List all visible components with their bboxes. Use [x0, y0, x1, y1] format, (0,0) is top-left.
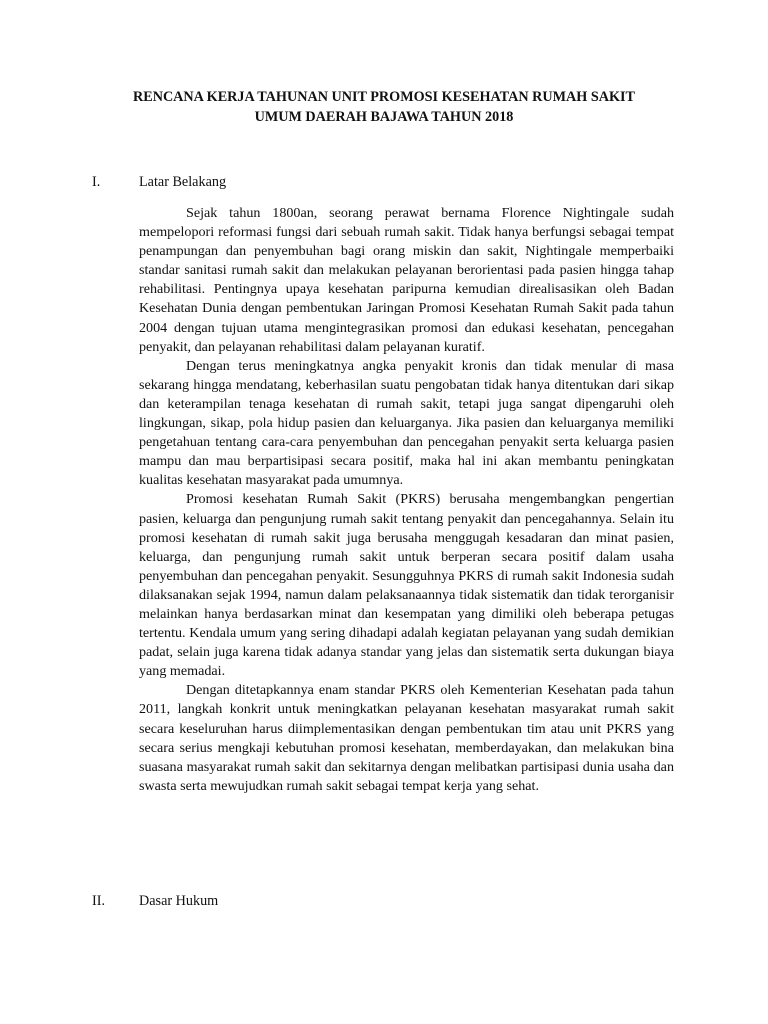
section-number: II. — [92, 893, 105, 909]
paragraph: Dengan ditetapkannya enam standar PKRS oleh Kementerian Kesehatan pada tahun 2011, langkah konkrit untuk meningkatkan pelayanan kesehatan masyarakat rumah sakit secara keseluruhan harus diimplementasikan dengan pembentukan tim atau unit PKRS yang secara serius mengkaji kebutuhan promosi kesehatan, memberdayakan, dan melakukan bina suasana masyarakat rumah sakit dan sekitarnya dengan melibatkan partisipasi dunia usaha dan swasta serta mewujudkan rumah sakit sebagai tempat kerja yang sehat. — [139, 682, 674, 794]
document-title — [60, 88, 708, 127]
section-body-latar-belakang — [139, 204, 674, 796]
section-title: Latar Belakang — [139, 174, 227, 190]
title-line-2: UMUM DAERAH BAJAWA TAHUN 2018 — [254, 108, 514, 125]
paragraph: Sejak tahun 1800an, seorang perawat bernama Florence Nightingale sudah mempelopori reformasi fungsi dari sebuah rumah sakit. Tidak hanya berfungsi sebagai tempat penampungan dan penyembuhan bagi orang miskin dan sakit, Nightingale memperbaiki standar sanitasi rumah sakit dan melakukan pelayanan berorientasi pada pasien hingga tahap rehabilitasi. Pentingnya upaya kesehatan paripurna kemudian direalisasikan oleh Badan Kesehatan Dunia dengan pembentukan Jaringan Promosi Kesehatan Rumah Sakit pada tahun 2004 dengan tujuan utama mengintegrasikan promosi dan edukasi kesehatan, pencegahan penyakit, dan pelayanan rehabilitasi dalam pelayanan kuratif. — [139, 205, 674, 355]
title-line-1: RENCANA KERJA TAHUNAN UNIT PROMOSI KESEHATAN RUMAH SAKIT — [132, 89, 635, 105]
section-number: I. — [92, 174, 101, 190]
paragraph: Dengan terus meningkatnya angka penyakit kronis dan tidak menular di masa sekarang hingga mendatang, keberhasilan suatu pengobatan tidak hanya ditentukan dari sikap dan keterampilan tenaga kesehatan di rumah sakit, tetapi juga sangat dipengaruhi oleh lingkungan, sikap, pola hidup pasien dan keluarganya. Jika pasien dan keluarganya memiliki pengetahuan tentang cara-cara penyembuhan dan pencegahan penyakit serta keluarga pasien mampu dan mau berpartisipasi secara positif, maka hal ini akan membantu peningkatan kualitas kesehatan masyarakat pada umumnya. — [139, 357, 674, 489]
paragraph: Promosi kesehatan Rumah Sakit (PKRS) berusaha mengembangkan pengertian pasien, keluarga dan pengunjung rumah sakit tentang penyakit dan pencegahannya. Selain itu promosi kesehatan di rumah sakit juga berusaha menggugah kesadaran dan minat pasien, keluarga, dan pengunjung rumah sakit untuk berperan secara positif dalam usaha penyembuhan dan pencegahan penyakit. Sesungguhnya PKRS di rumah sakit Indonesia sudah dilaksanakan sejak 1994, namun dalam pelaksanaannya tidak sistematik dan tidak terorganisir melainkan hanya berdasarkan minat dan kesempatan yang dimiliki oleh beberapa petugas tertentu. Kendala umum yang sering dihadapi adalah kegiatan pelayanan yang sudah demikian padat, selain juga karena tidak adanya standar yang jelas dan sistematik serta dukungan biaya yang memadai. — [139, 491, 674, 680]
section-title: Dasar Hukum — [139, 893, 219, 909]
